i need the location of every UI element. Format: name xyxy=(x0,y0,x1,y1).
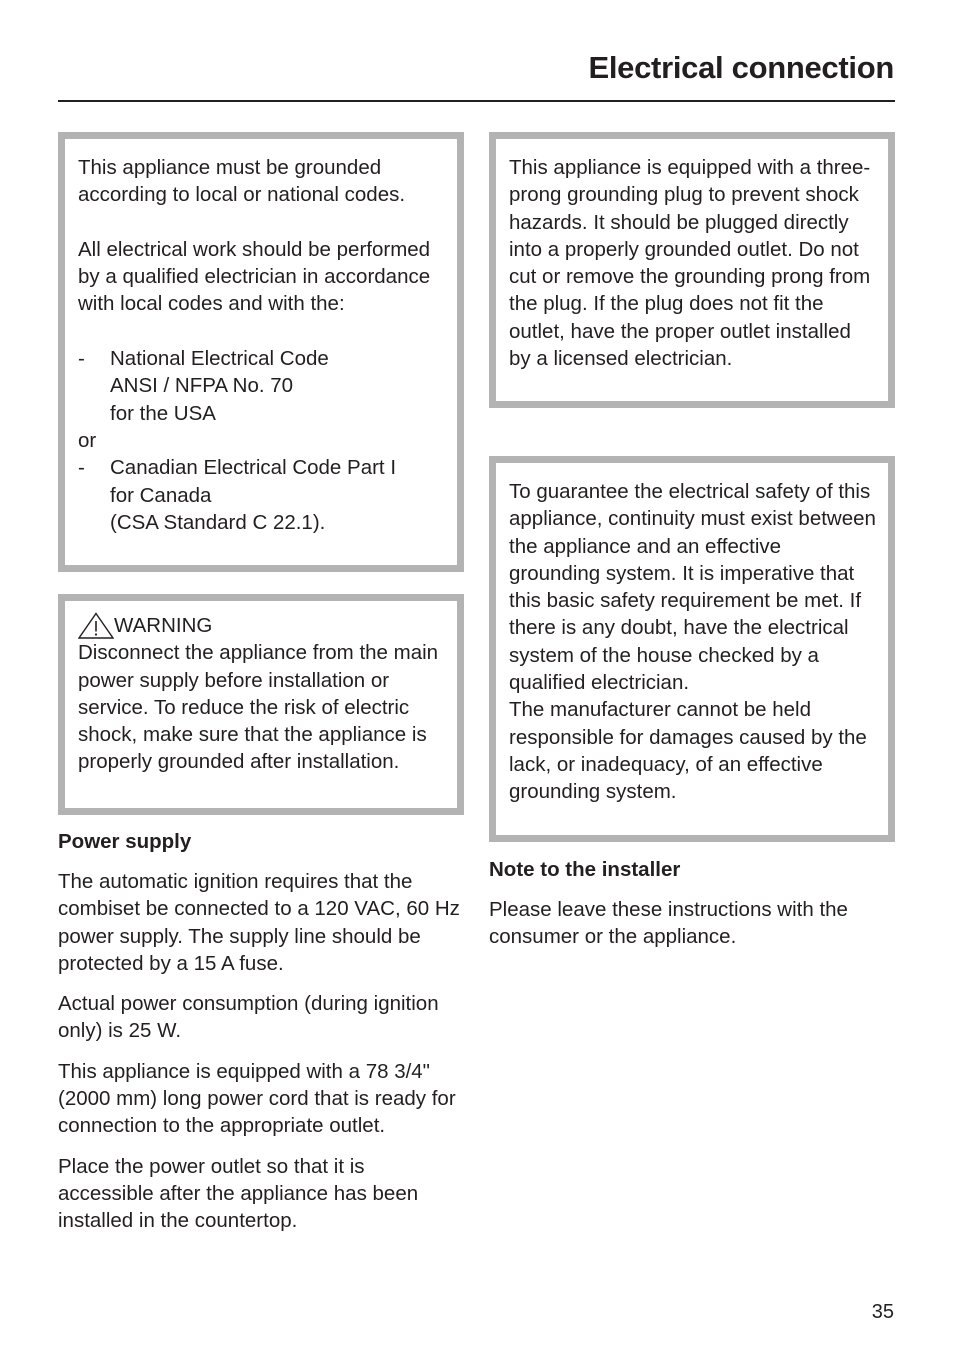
left-column xyxy=(58,132,464,1235)
list-dash: - xyxy=(78,347,85,371)
manufacturer-liability-text: The manufacturer cannot be held responsible for damages caused by the lack, or inadequacy, of an effective grounding system. xyxy=(509,698,867,804)
power-supply-text: The automatic ignition requires that the combiset be connected to a 120 VAC, 60 Hz power supply. The supply line should be protected by a 15 A fuse. xyxy=(58,870,460,975)
electrical-safety-text: To guarantee the electrical safety of this appliance, continuity must exist between the appliance and an effective grounding system. It is imperative that this basic safety requirement be met. If there is any doubt, have the electrical system of the house checked by a qualified electrician. xyxy=(509,480,876,695)
right-column xyxy=(489,132,895,951)
outlet-placement-text: Place the power outlet so that it is accessible after the appliance has been installed in the countertop. xyxy=(58,1154,419,1233)
installer-note-text: Please leave these instructions with the consumer or the appliance. xyxy=(489,898,848,949)
warning-label: WARNING xyxy=(114,614,213,637)
installer-note-section xyxy=(489,856,895,951)
page-title: Electrical connection xyxy=(588,50,894,85)
grounding-plug-text: This appliance is equipped with a three-prong grounding plug to prevent shock hazards. It should be plugged directly into a properly grounded outlet. Do not cut or remove the grounding prong from the plug. If the plug does not fit the outlet, have the proper outlet installed by a licensed electrician. xyxy=(509,156,871,371)
or-separator: or xyxy=(78,428,97,452)
grounding-intro: This appliance must be grounded according to local or national codes. xyxy=(78,156,406,207)
installer-note-heading: Note to the installer xyxy=(489,858,681,881)
list-item-line: National Electrical Code xyxy=(110,347,329,371)
power-supply-section xyxy=(58,828,464,1235)
power-consumption-text: Actual power consumption (during ignition only) is 25 W. xyxy=(58,992,439,1043)
list-item-line: for the USA xyxy=(110,401,216,425)
code-list xyxy=(78,345,445,536)
warning-box xyxy=(58,594,464,815)
grounding-requirements-box xyxy=(58,132,464,572)
warning-header xyxy=(78,612,445,639)
list-item-line: for Canada xyxy=(110,483,212,507)
list-item xyxy=(78,345,445,427)
list-item-line: (CSA Standard C 22.1). xyxy=(110,510,326,534)
grounding-plug-box xyxy=(489,132,895,408)
electrical-safety-box xyxy=(489,456,895,842)
list-item-line: Canadian Electrical Code Part I xyxy=(110,456,397,480)
list-dash: - xyxy=(78,456,85,480)
power-supply-heading: Power supply xyxy=(58,830,192,853)
power-cord-text: This appliance is equipped with a 78 3/4" (2000 mm) long power cord that is ready for connection to the appropriate outlet. xyxy=(58,1059,456,1138)
list-item xyxy=(78,454,445,536)
title-divider xyxy=(58,100,895,102)
page-number: 35 xyxy=(871,1301,894,1323)
electrical-work-text: All electrical work should be performed by a qualified electrician in accordance with local codes and with the: xyxy=(78,237,431,316)
warning-text: Disconnect the appliance from the main power supply before installation or service. To reduce the risk of electric shock, make sure that the appliance is properly grounded after installation. xyxy=(78,641,439,774)
list-item-line: ANSI / NFPA No. 70 xyxy=(110,374,294,398)
warning-triangle-icon xyxy=(78,612,114,639)
